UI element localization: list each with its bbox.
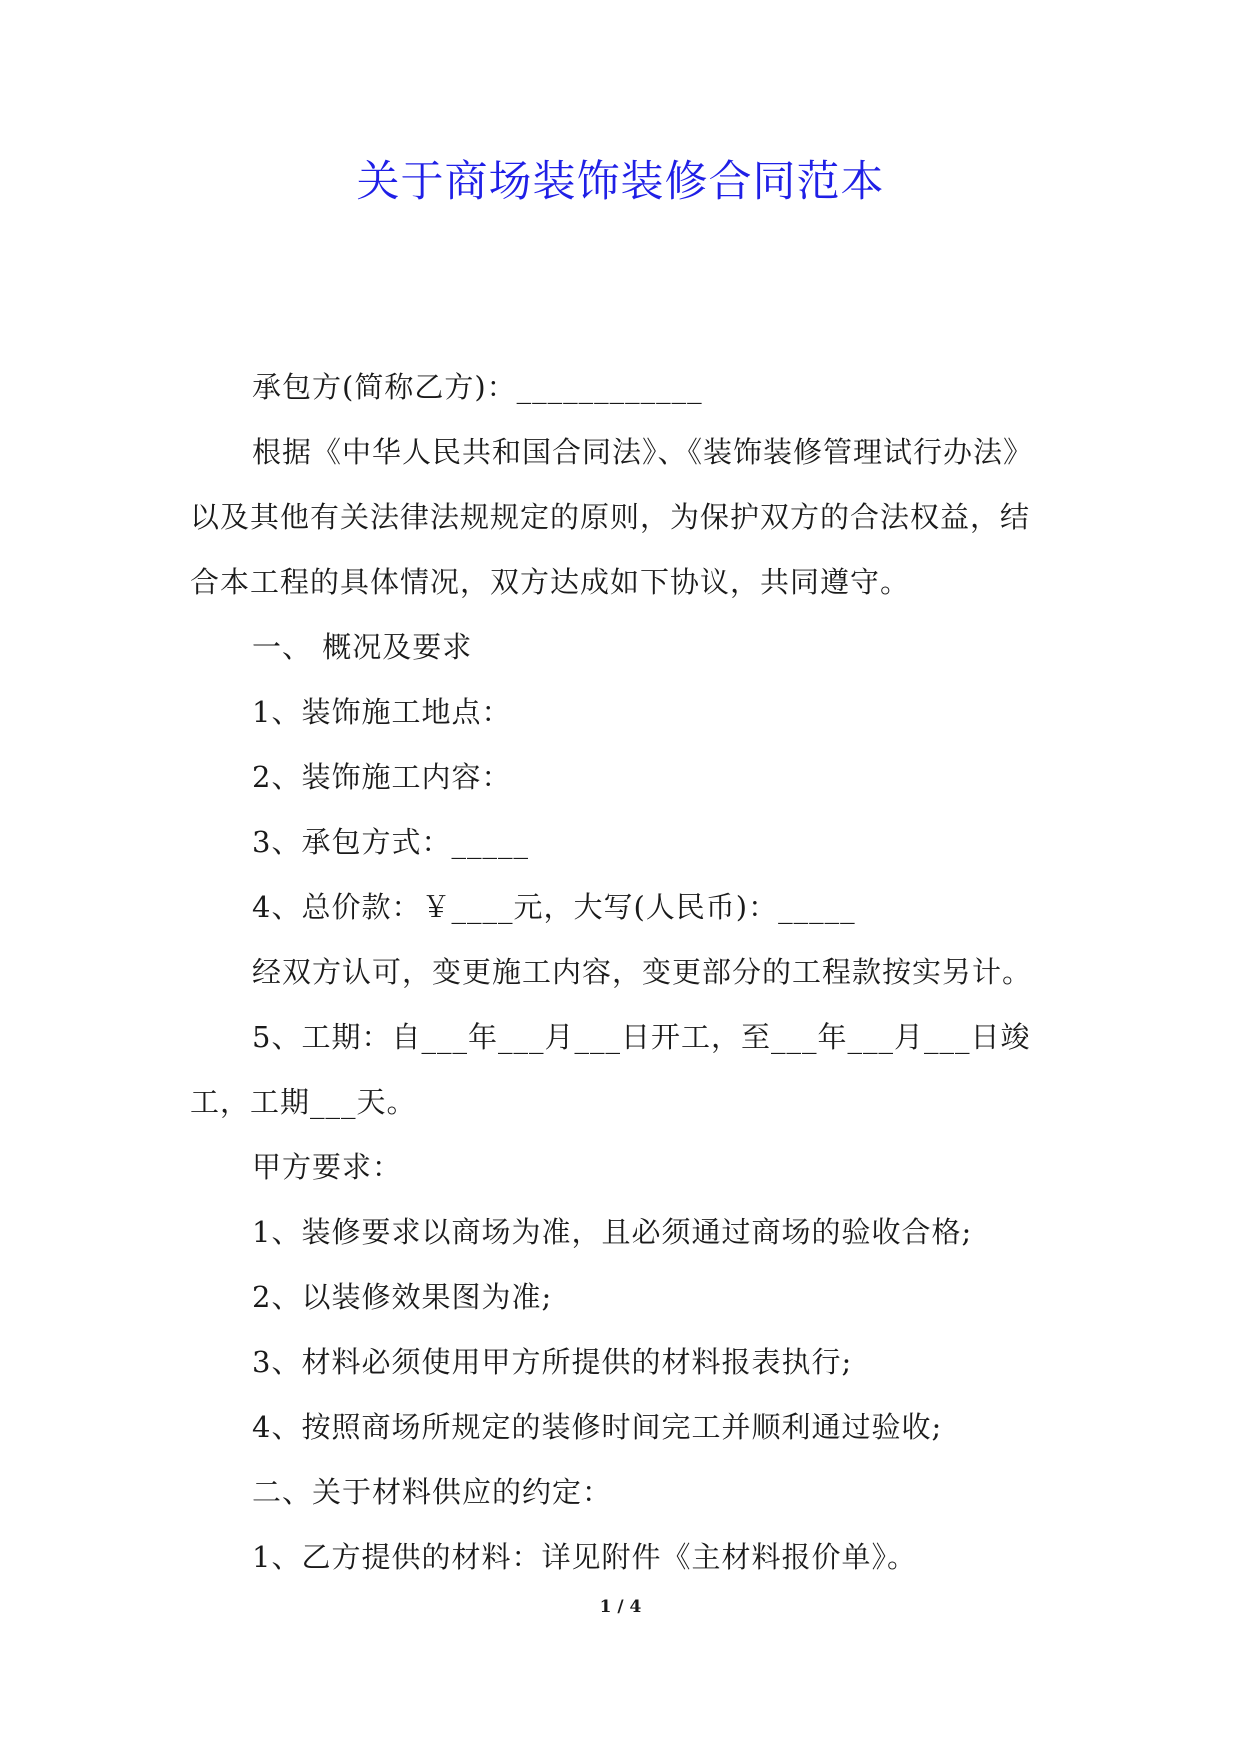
- list-item: 3、材料必须使用甲方所提供的材料报表执行;: [252, 1345, 853, 1379]
- contractor-line: 承包方(简称乙方)：____________: [252, 370, 703, 404]
- list-item: 2、以装修效果图为准;: [252, 1280, 553, 1314]
- list-item: 5、工期：自___年___月___日开工，至___年___月___日竣: [252, 1020, 1031, 1054]
- paragraph-line: 根据《中华人民共和国合同法》、《装饰装修管理试行办法》: [252, 435, 1034, 469]
- section-heading: 二、关于材料供应的约定：: [252, 1475, 613, 1509]
- paragraph-line: 工，工期___天。: [190, 1085, 417, 1119]
- list-item: 1、乙方提供的材料：详见附件《主材料报价单》。: [252, 1540, 917, 1574]
- list-item: 3、承包方式：_____: [252, 825, 529, 859]
- list-item: 4、总价款：￥____元，大写(人民币)：_____: [252, 890, 856, 924]
- document-body: [190, 355, 1070, 1590]
- section-heading: 一、 概况及要求: [252, 630, 473, 664]
- paragraph-line: 合本工程的具体情况，双方达成如下协议，共同遵守。: [190, 565, 911, 599]
- list-item: 2、装饰施工内容：: [252, 760, 512, 794]
- section-heading: 甲方要求：: [252, 1150, 403, 1184]
- paragraph-line: 以及其他有关法律法规规定的原则，为保护双方的合法权益，结: [190, 500, 1031, 534]
- list-item: 4、按照商场所规定的装修时间完工并顺利通过验收;: [252, 1410, 943, 1444]
- list-item: 1、装饰施工地点：: [252, 695, 512, 729]
- list-item: 1、装修要求以商场为准，且必须通过商场的验收合格;: [252, 1215, 973, 1249]
- page-number: 1 / 4: [599, 1597, 642, 1617]
- document-title: 关于商场装饰装修合同范本: [356, 157, 885, 207]
- paragraph-line: 经双方认可，变更施工内容，变更部分的工程款按实另计。: [252, 955, 1033, 989]
